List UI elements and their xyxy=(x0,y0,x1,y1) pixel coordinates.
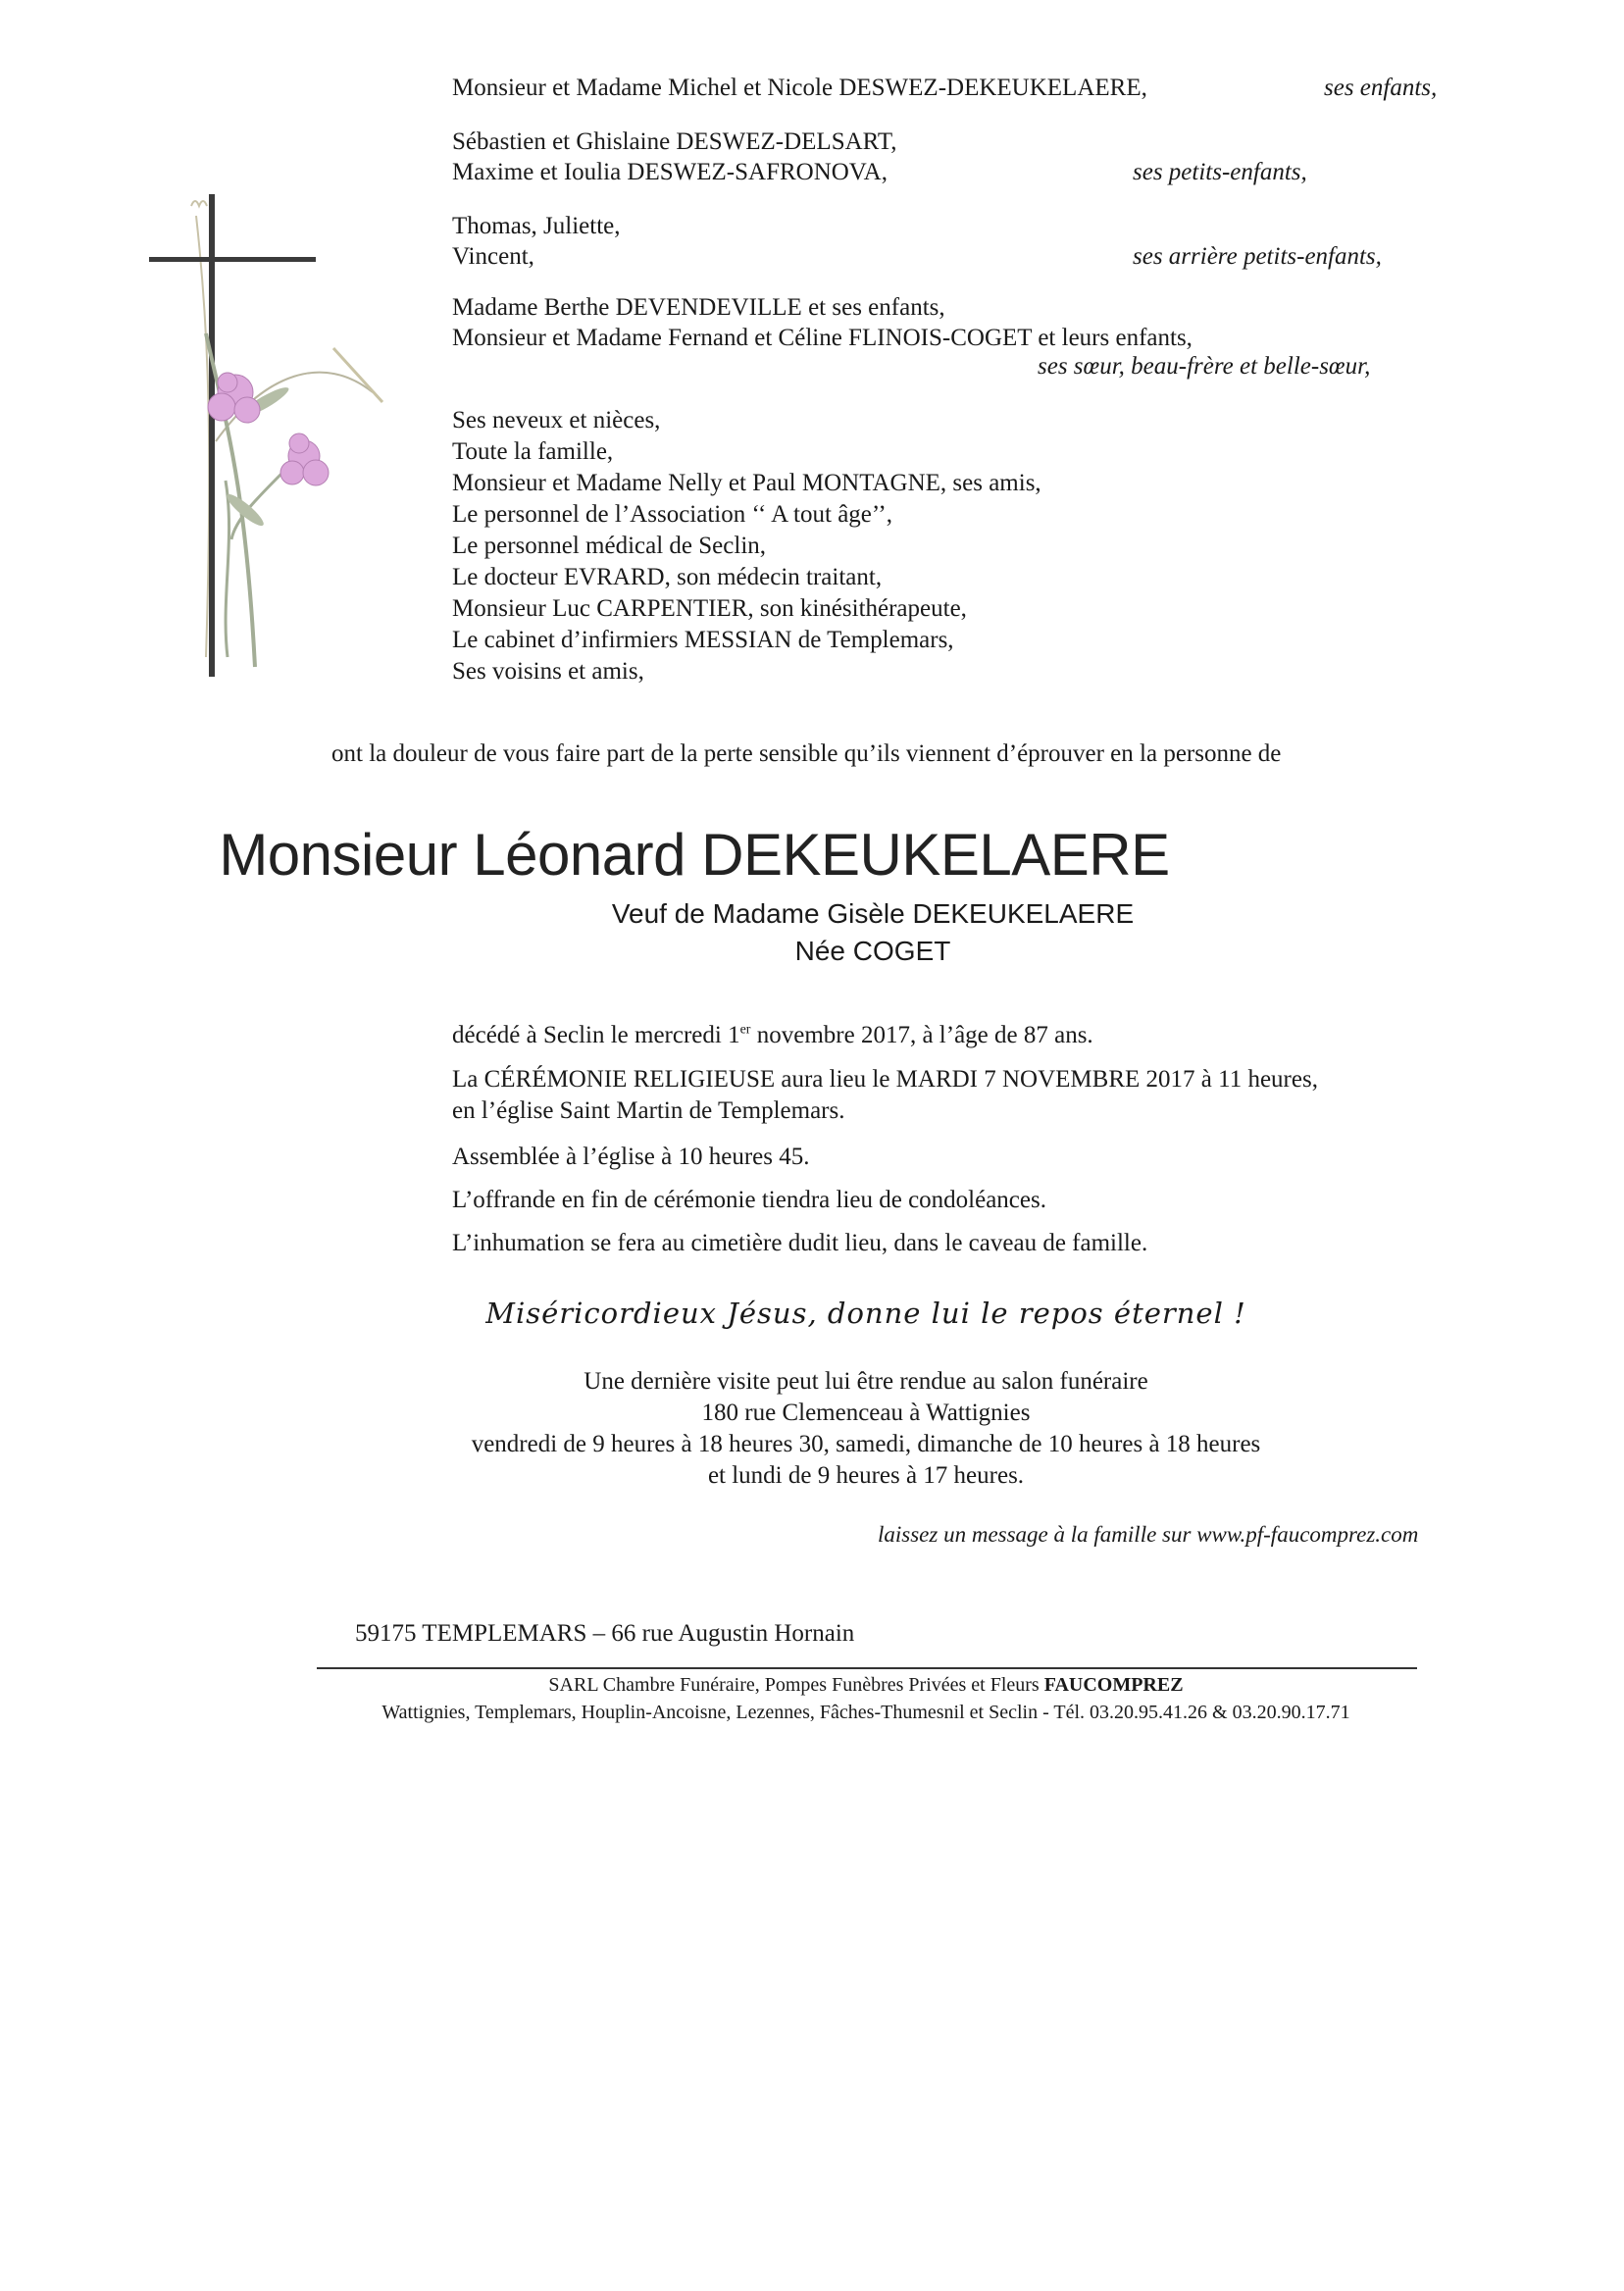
grandchildren-label: ses petits-enfants, xyxy=(1133,159,1307,185)
visit-line-4: et lundi de 9 heures à 17 heures. xyxy=(707,1462,1025,1489)
assembly-line: Assemblée à l’église à 10 heures 45. xyxy=(452,1144,810,1170)
great-grandchild-2: Vincent, xyxy=(452,243,534,270)
footer-company-prefix: SARL Chambre Funéraire, Pompes Funèbres Privées et Fleurs xyxy=(548,1674,1044,1696)
other-9: Ses voisins et amis, xyxy=(452,658,644,685)
other-5: Le personnel médical de Seclin, xyxy=(452,533,767,559)
children-line: Monsieur et Madame Michel et Nicole DESWEZ-DEKEUKELAERE, xyxy=(452,75,1147,101)
other-8: Le cabinet d’infirmiers MESSIAN de Templemars, xyxy=(452,627,954,653)
siblings-label: ses sœur, beau-frère et belle-sœur, xyxy=(1038,353,1371,380)
visit-line-2: 180 rue Clemenceau à Wattignies xyxy=(701,1400,1031,1426)
other-6: Le docteur EVRARD, son médecin traitant, xyxy=(452,564,883,590)
footer-company-name: FAUCOMPREZ xyxy=(1043,1674,1184,1696)
offering-line: L’offrande en fin de cérémonie tiendra lieu de condoléances. xyxy=(452,1187,1046,1213)
great-grandchild-1: Thomas, Juliette, xyxy=(452,213,621,239)
other-1: Ses neveux et nièces, xyxy=(452,407,661,433)
footer-divider xyxy=(317,1667,1417,1669)
visit-line-3: vendredi de 9 heures à 18 heures 30, samedi, dimanche de 10 heures à 18 heures xyxy=(471,1431,1261,1457)
children-label: ses enfants, xyxy=(1324,75,1438,101)
announcement: ont la douleur de vous faire part de la perte sensible qu’ils viennent d’éprouver en la personne de xyxy=(331,740,1282,767)
death-ordinal: er xyxy=(739,1022,751,1038)
sibling-2: Monsieur et Madame Fernand et Céline FLINOIS-COGET et leurs enfants, xyxy=(452,325,1193,351)
death-prefix: décédé à Seclin le mercredi 1 xyxy=(452,1022,740,1048)
website-note: laissez un message à la famille sur www.pf-faucomprez.com xyxy=(878,1522,1419,1547)
footer-company xyxy=(0,1672,1624,1698)
sibling-1: Madame Berthe DEVENDEVILLE et ses enfants, xyxy=(452,294,945,321)
grandchild-2: Maxime et Ioulia DESWEZ-SAFRONOVA, xyxy=(452,159,888,185)
other-4: Le personnel de l’Association ‘‘ A tout âge’’, xyxy=(452,501,892,528)
great-grandchildren-label: ses arrière petits-enfants, xyxy=(1133,243,1382,270)
ceremony-line-2: en l’église Saint Martin de Templemars. xyxy=(452,1097,845,1124)
death-suffix: novembre 2017, à l’âge de 87 ans. xyxy=(750,1022,1093,1048)
nee: Née COGET xyxy=(794,936,951,966)
other-2: Toute la famille, xyxy=(452,438,614,465)
footer-locations: Wattignies, Templemars, Houplin-Ancoisne, Lezennes, Fâches-Thumesnil et Seclin - Tél. 03.20.95.41.26 & 03.20.90.17.71 xyxy=(381,1702,1350,1723)
death-line xyxy=(452,1020,1093,1050)
other-3: Monsieur et Madame Nelly et Paul MONTAGNE, ses amis, xyxy=(452,470,1041,496)
other-7: Monsieur Luc CARPENTIER, son kinésithérapeute, xyxy=(452,595,967,622)
visit-line-1: Une dernière visite peut lui être rendue au salon funéraire xyxy=(584,1368,1148,1395)
address: 59175 TEMPLEMARS – 66 rue Augustin Hornain xyxy=(355,1620,855,1647)
ceremony-line-1: La CÉRÉMONIE RELIGIEUSE aura lieu le MARDI 7 NOVEMBRE 2017 à 11 heures, xyxy=(452,1066,1318,1093)
grandchild-1: Sébastien et Ghislaine DESWEZ-DELSART, xyxy=(452,128,897,155)
burial-line: L’inhumation se fera au cimetière dudit lieu, dans le caveau de famille. xyxy=(452,1230,1148,1256)
prayer: Miséricordieux Jésus, donne lui le repos éternel ! xyxy=(485,1297,1246,1330)
deceased-name: Monsieur Léonard DEKEUKELAERE xyxy=(219,822,1170,888)
cross-flowers-illustration xyxy=(137,186,412,687)
widower-of: Veuf de Madame Gisèle DEKEUKELAERE xyxy=(611,898,1135,929)
